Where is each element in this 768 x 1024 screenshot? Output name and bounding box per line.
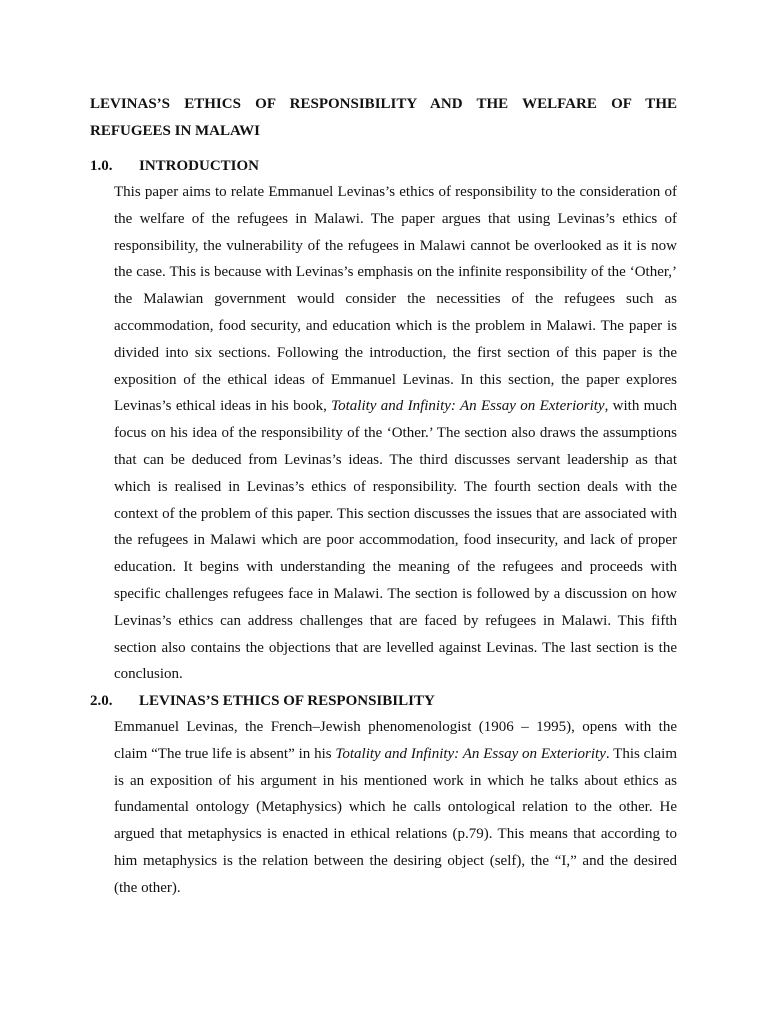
paragraph-text: . This claim is an exposition of his argument in his mentioned work in which he talks about ethics as fundamental ontology (Metaphysics) which he calls ontological relation to the other. He argued that metaphysics is enacted in ethical relations (p.79). This means that according to him metaphysics is the relation between the desiring object (self), the “I,” and the desired (the other). — [114, 745, 677, 896]
book-title: Totality and Infinity: An Essay on Exteriority — [335, 745, 606, 762]
section-title: LEVINAS’S ETHICS OF RESPONSIBILITY — [139, 693, 435, 709]
levinas-ethics-paragraph — [114, 714, 677, 902]
section-heading-introduction — [90, 156, 690, 176]
paper-title: LEVINAS’S ETHICS OF RESPONSIBILITY AND THE WELFARE OF THE REFUGEES IN MALAWI — [90, 96, 677, 139]
paragraph-text: , with much focus on his idea of the responsibility of the ‘Other.’ The section also draws the assumptions that can be deduced from Levinas’s ideas. The third discusses servant leadership as that which is realised in Levinas’s ethics of responsibility. The fourth section deals with the context of the problem of this paper. This section discusses the issues that are associated with the refugees in Malawi which are poor accommodation, food insecurity, and lack of proper education. It begins with understanding the meaning of the refugees and proceeds with specific challenges refugees face in Malawi. The section is followed by a discussion on how Levinas’s ethics can address challenges that are faced by refugees in Malawi. This fifth section also contains the objections that are levelled against Levinas. The last section is the conclusion. — [114, 398, 677, 683]
section-number: 1.0. — [90, 158, 113, 174]
section-title: INTRODUCTION — [139, 158, 260, 174]
section-heading-levinas-ethics — [90, 691, 690, 711]
paragraph-text: This paper aims to relate Emmanuel Levinas’s ethics of responsibility to the consideration of the welfare of the refugees in Malawi. The paper argues that using Levinas’s ethics of responsibility, the vulnerability of the refugees in Malawi cannot be overlooked as it is now the case. This is because with Levinas’s emphasis on the infinite responsibility of the ‘Other,’ the Malawian government would consider the necessities of the refugees such as accommodation, food security, and education which is the problem in Malawi. The paper is divided into six sections. Following the introduction, the first section of this paper is the exposition of the ethical ideas of Emmanuel Levinas. In this section, the paper explores Levinas’s ethical ideas in his book, — [114, 184, 677, 415]
introduction-paragraph — [114, 179, 677, 688]
book-title: Totality and Infinity: An Essay on Exteriority — [331, 398, 605, 415]
section-number: 2.0. — [90, 693, 113, 709]
paragraph-text: Emmanuel Levinas, the French–Jewish phenomenologist (1906 – 1995), opens with the claim “The true life is absent” in his — [114, 719, 677, 762]
